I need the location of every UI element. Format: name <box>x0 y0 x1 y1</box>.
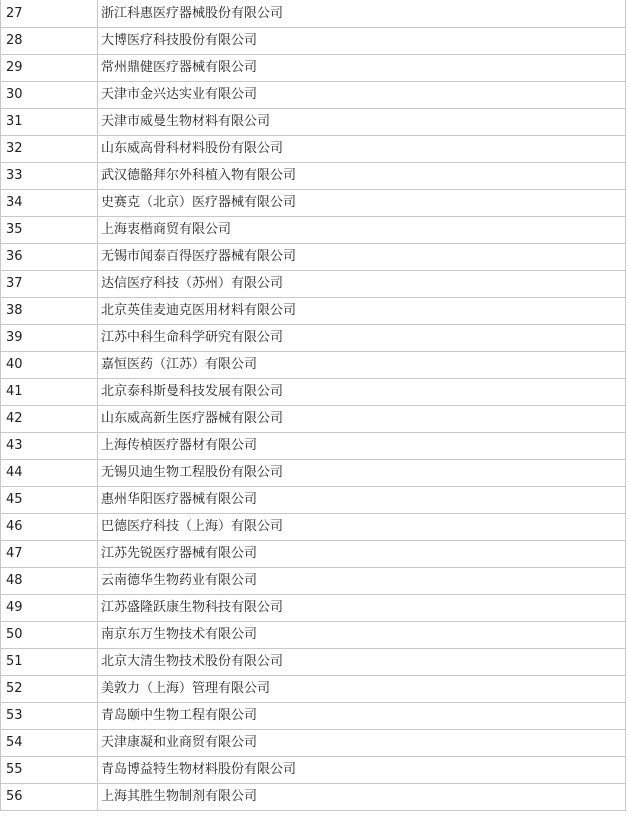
row-number: 34 <box>1 190 98 217</box>
row-number: 32 <box>1 136 98 163</box>
row-number: 31 <box>1 109 98 136</box>
table-row <box>1 325 626 352</box>
row-number: 49 <box>1 595 98 622</box>
table-row <box>1 217 626 244</box>
row-number: 41 <box>1 379 98 406</box>
row-number: 36 <box>1 244 98 271</box>
table-row <box>1 163 626 190</box>
company-name: 天津康凝和业商贸有限公司 <box>98 730 626 757</box>
company-name: 天津市威曼生物材料有限公司 <box>98 109 626 136</box>
company-name: 山东威高骨科材料股份有限公司 <box>98 136 626 163</box>
company-name: 上海传楨医疗器材有限公司 <box>98 433 626 460</box>
row-number: 47 <box>1 541 98 568</box>
table-row <box>1 298 626 325</box>
table-row <box>1 676 626 703</box>
table-row <box>1 487 626 514</box>
company-name: 史赛克（北京）医疗器械有限公司 <box>98 190 626 217</box>
row-number: 48 <box>1 568 98 595</box>
table-row <box>1 352 626 379</box>
company-name: 江苏先锐医疗器械有限公司 <box>98 541 626 568</box>
table-row <box>1 28 626 55</box>
table-row <box>1 703 626 730</box>
row-number: 35 <box>1 217 98 244</box>
table-row <box>1 730 626 757</box>
row-number: 42 <box>1 406 98 433</box>
table-row <box>1 460 626 487</box>
company-name: 青岛颐中生物工程有限公司 <box>98 703 626 730</box>
company-name: 北京大清生物技术股份有限公司 <box>98 649 626 676</box>
table-row <box>1 190 626 217</box>
row-number: 27 <box>1 0 98 28</box>
company-name: 无锡贝迪生物工程股份有限公司 <box>98 460 626 487</box>
company-name: 达信医疗科技（苏州）有限公司 <box>98 271 626 298</box>
table-row <box>1 55 626 82</box>
row-number: 45 <box>1 487 98 514</box>
table-row <box>1 514 626 541</box>
table-row <box>1 568 626 595</box>
company-name: 无锡市闻泰百得医疗器械有限公司 <box>98 244 626 271</box>
table-row <box>1 244 626 271</box>
table-row <box>1 271 626 298</box>
row-number: 40 <box>1 352 98 379</box>
row-number: 37 <box>1 271 98 298</box>
company-name: 上海其胜生物制剂有限公司 <box>98 784 626 811</box>
row-number: 56 <box>1 784 98 811</box>
table-row <box>1 595 626 622</box>
company-name: 北京泰科斯曼科技发展有限公司 <box>98 379 626 406</box>
table-row <box>1 649 626 676</box>
company-name: 浙江科惠医疗器械股份有限公司 <box>98 0 626 28</box>
row-number: 38 <box>1 298 98 325</box>
table-row <box>1 136 626 163</box>
row-number: 55 <box>1 757 98 784</box>
company-name: 云南德华生物药业有限公司 <box>98 568 626 595</box>
table-body <box>1 0 626 811</box>
company-name: 江苏盛隆跃康生物科技有限公司 <box>98 595 626 622</box>
row-number: 28 <box>1 28 98 55</box>
row-number: 30 <box>1 82 98 109</box>
company-name: 美敦力（上海）管理有限公司 <box>98 676 626 703</box>
company-name: 山东威高新生医疗器械有限公司 <box>98 406 626 433</box>
table-row <box>1 622 626 649</box>
row-number: 29 <box>1 55 98 82</box>
company-name: 武汉德骼拜尔外科植入物有限公司 <box>98 163 626 190</box>
row-number: 43 <box>1 433 98 460</box>
row-number: 33 <box>1 163 98 190</box>
company-name: 青岛博益特生物材料股份有限公司 <box>98 757 626 784</box>
row-number: 50 <box>1 622 98 649</box>
table-row <box>1 541 626 568</box>
company-name: 南京东万生物技术有限公司 <box>98 622 626 649</box>
row-number: 53 <box>1 703 98 730</box>
company-name: 常州鼎健医疗器械有限公司 <box>98 55 626 82</box>
table-row <box>1 406 626 433</box>
table-row <box>1 784 626 811</box>
table-row <box>1 757 626 784</box>
company-name: 惠州华阳医疗器械有限公司 <box>98 487 626 514</box>
row-number: 52 <box>1 676 98 703</box>
row-number: 46 <box>1 514 98 541</box>
table-row <box>1 0 626 28</box>
row-number: 54 <box>1 730 98 757</box>
company-name: 北京英佳麦迪克医用材料有限公司 <box>98 298 626 325</box>
table-row <box>1 109 626 136</box>
table-row <box>1 82 626 109</box>
company-name: 大博医疗科技股份有限公司 <box>98 28 626 55</box>
row-number: 44 <box>1 460 98 487</box>
row-number: 39 <box>1 325 98 352</box>
company-name: 天津市金兴达实业有限公司 <box>98 82 626 109</box>
company-name: 嘉恒医药（江苏）有限公司 <box>98 352 626 379</box>
company-name: 江苏中科生命科学研究有限公司 <box>98 325 626 352</box>
company-name: 上海衷楷商贸有限公司 <box>98 217 626 244</box>
company-name: 巴德医疗科技（上海）有限公司 <box>98 514 626 541</box>
table-row <box>1 379 626 406</box>
row-number: 51 <box>1 649 98 676</box>
table-row <box>1 433 626 460</box>
